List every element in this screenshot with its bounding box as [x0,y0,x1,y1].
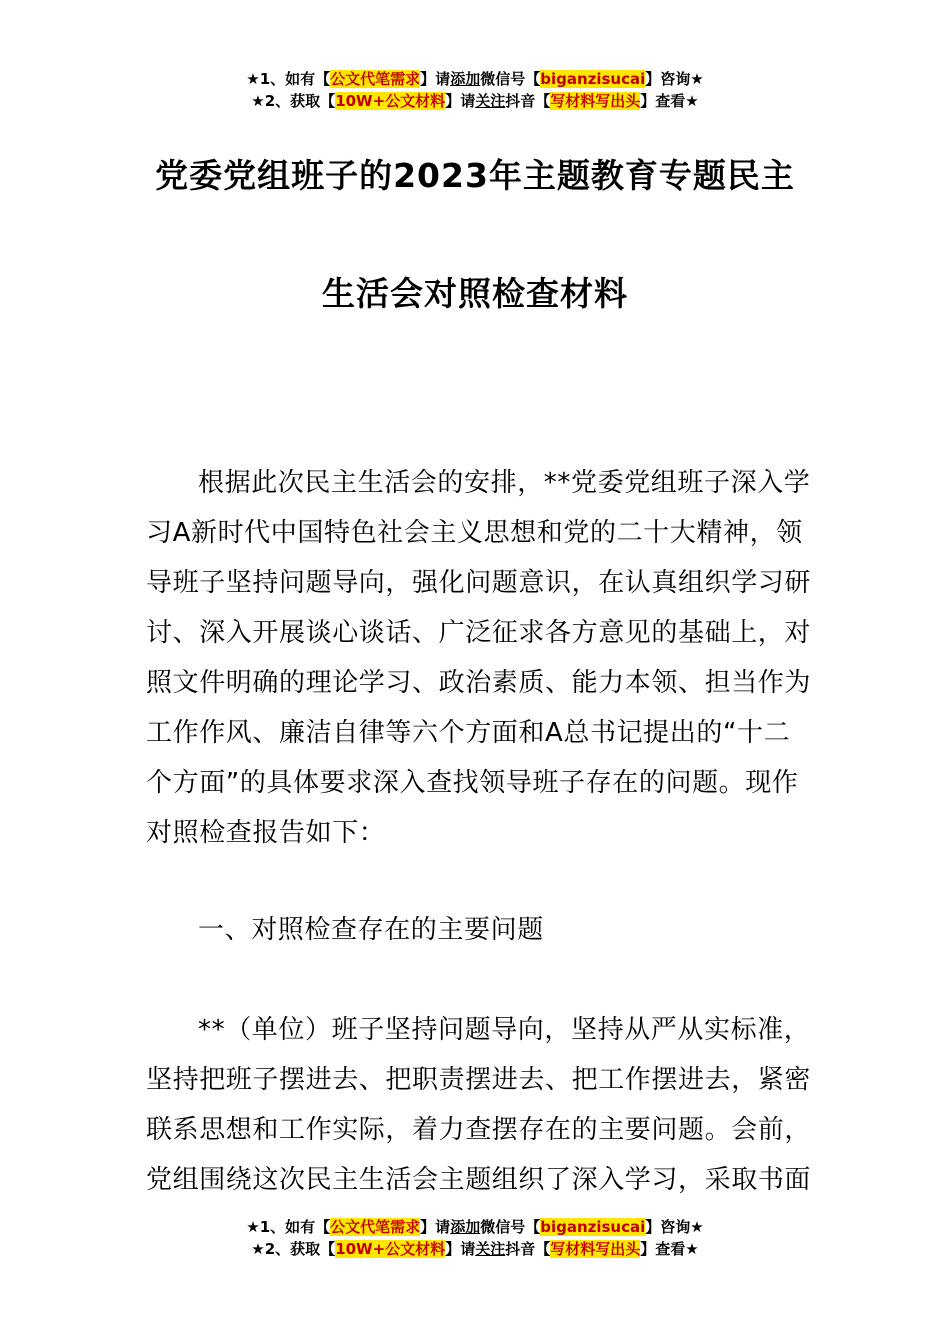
ad-text: 】请 [445,92,476,110]
ad-text: ★2、获取【 [251,1240,336,1258]
paragraph-line: 坚持把班子摆进去、把职责摆进去、把工作摆进去，紧密 [146,1065,812,1095]
ad-text: 】请 [420,1218,451,1236]
paragraph-line: 讨、深入开展谈心谈话、广泛征求各方意见的基础上，对 [146,618,812,648]
footer-ad [0,1216,950,1260]
ad-highlight: 10W+公文材料 [335,1240,446,1258]
document-title-line-2: 生活会对照检查材料 [322,274,628,313]
paragraph-line: 根据此次民主生活会的安排，**党委党组班子深入学 [198,468,811,498]
paragraph-line: **（单位）班子坚持问题导向，坚持从严从实标准， [198,1015,811,1045]
section-heading [146,905,812,955]
header-ad [0,68,950,112]
paragraph-section-1 [146,1005,812,1205]
ad-line-1 [0,1216,950,1238]
paragraph-line: 党组围绕这次民主生活会主题组织了深入学习，采取书面 [146,1165,812,1195]
ad-highlight: 公文代笔需求 [330,70,421,88]
ad-underline: 添加 [450,1218,481,1236]
ad-line-2 [0,90,950,112]
paragraph-intro [146,458,812,858]
ad-underline: 关注 [475,1240,506,1258]
ad-text: 】查看★ [640,92,699,110]
ad-underline: 关注 [475,92,506,110]
ad-text: ★1、如有【 [246,1218,331,1236]
ad-wechat-id: biganzisucai [540,1218,646,1236]
ad-underline: 添加 [450,70,481,88]
ad-text: 】查看★ [640,1240,699,1258]
ad-text: 微信号【 [480,70,541,88]
ad-text: 抖音【 [505,1240,551,1258]
ad-text: 】请 [420,70,451,88]
paragraph-line: 对照检查报告如下： [146,818,386,848]
paragraph-line: 导班子坚持问题导向，强化问题意识，在认真组织学习研 [146,568,812,598]
ad-douyin-id: 写材料写出头 [550,92,641,110]
paragraph-line: 工作作风、廉洁自律等六个方面和A总书记提出的“十二 [146,718,791,748]
ad-douyin-id: 写材料写出头 [550,1240,641,1258]
ad-text: 】咨询★ [645,70,704,88]
ad-line-2 [0,1238,950,1260]
ad-wechat-id: biganzisucai [540,70,646,88]
ad-text: 】请 [445,1240,476,1258]
paragraph-line: 个方面”的具体要求深入查找领导班子存在的问题。现作 [146,768,799,798]
ad-line-1 [0,68,950,90]
section-heading-text: 一、对照检查存在的主要问题 [198,915,544,945]
document-title-line-1: 党委党组班子的2023年主题教育专题民主 [155,156,795,195]
ad-text: ★2、获取【 [251,92,336,110]
ad-highlight: 公文代笔需求 [330,1218,421,1236]
ad-text: ★1、如有【 [246,70,331,88]
ad-highlight: 10W+公文材料 [335,92,446,110]
paragraph-line: 联系思想和工作实际，着力查摆存在的主要问题。会前， [146,1115,812,1145]
paragraph-line: 习A新时代中国特色社会主义思想和党的二十大精神，领 [146,518,803,548]
ad-text: 微信号【 [480,1218,541,1236]
ad-text: 抖音【 [505,92,551,110]
ad-text: 】咨询★ [645,1218,704,1236]
paragraph-line: 照文件明确的理论学习、政治素质、能力本领、担当作为 [146,668,812,698]
